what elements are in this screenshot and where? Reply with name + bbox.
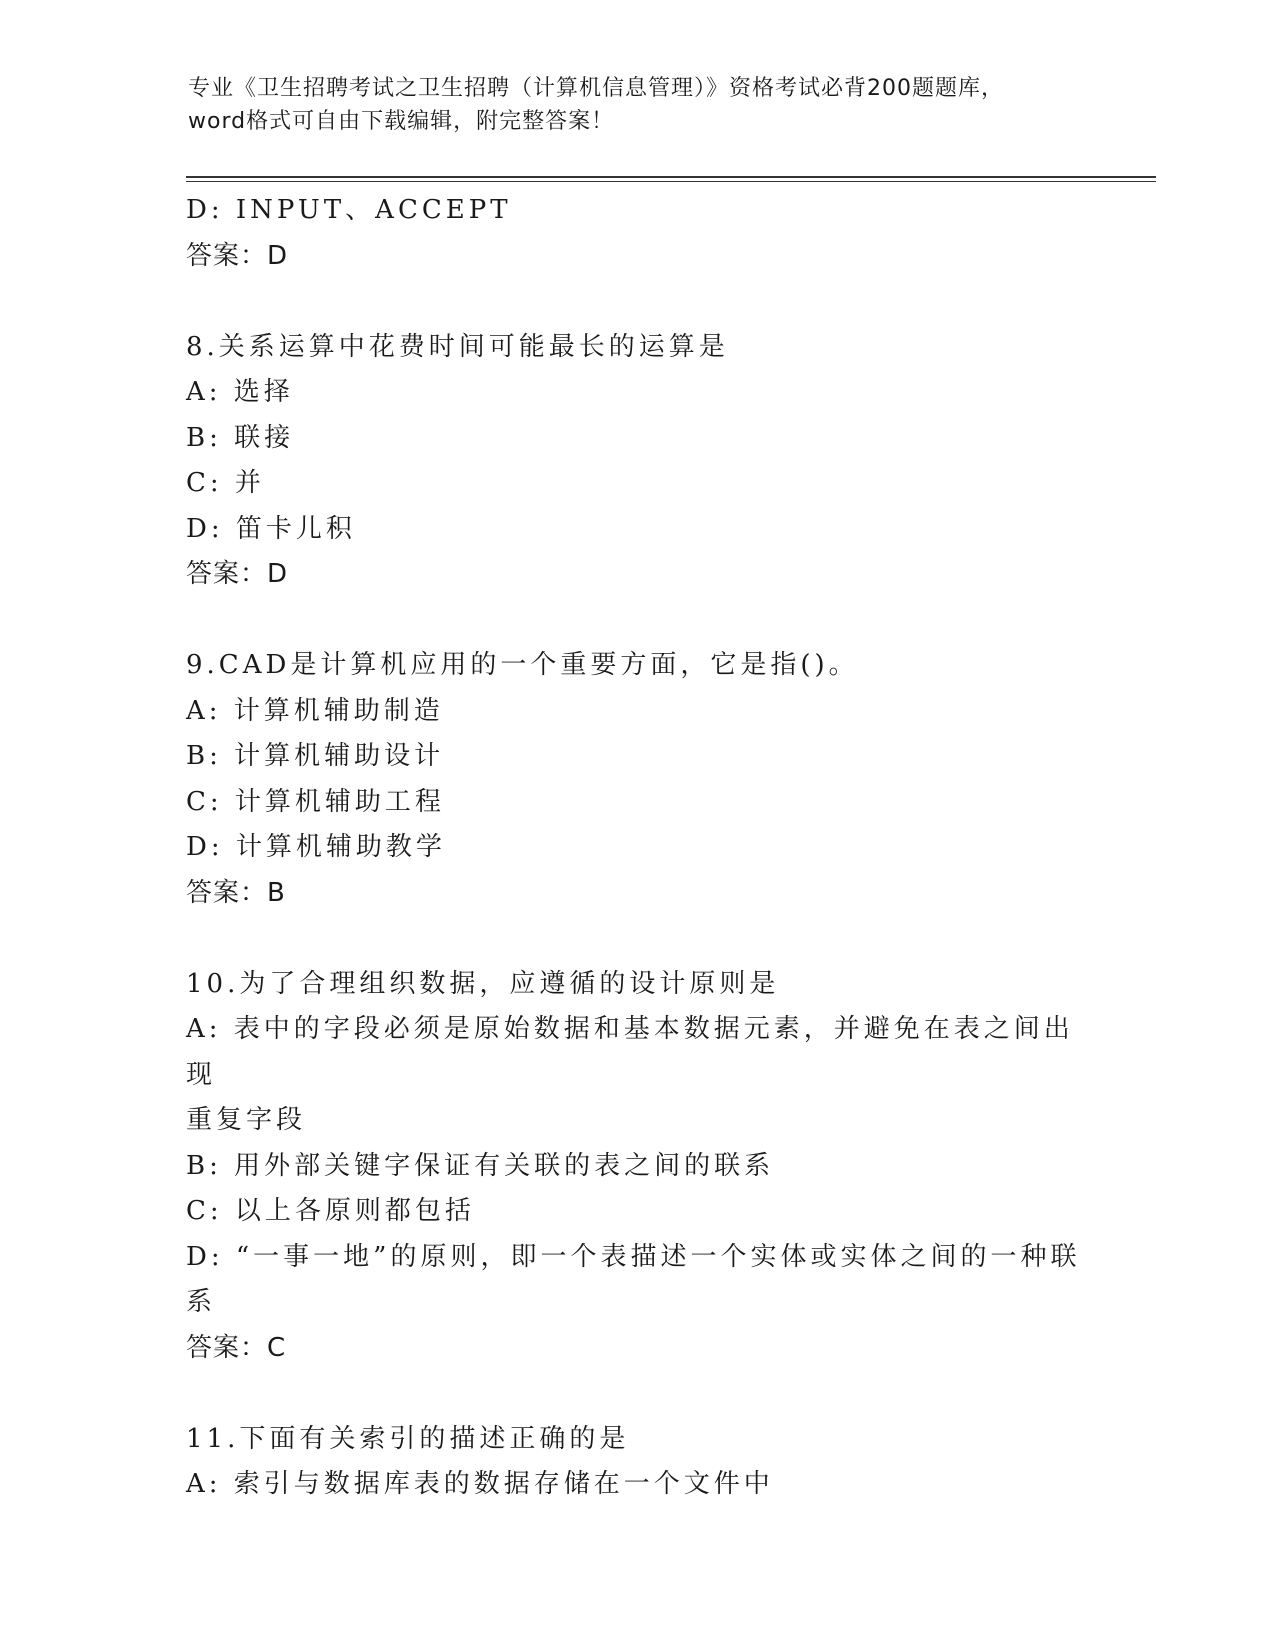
- q10-option-a-line-1: A: 表中的字段必须是原始数据和基本数据元素，并避免在表之间出现: [186, 1014, 1074, 1090]
- question-list: [186, 188, 1086, 1508]
- prev-answer: 答案：D: [186, 240, 289, 271]
- q9-option-b: B: 计算机辅助设计: [186, 741, 445, 771]
- header-rule-thin: [186, 181, 1156, 182]
- q8-option-a: A: 选择: [186, 377, 294, 407]
- q10-question: 10.为了合理组织数据，应遵循的设计原则是: [186, 968, 780, 999]
- q10-option-a-line-2: 重复字段: [186, 1105, 307, 1135]
- spacer: [186, 1371, 1086, 1417]
- spacer: [186, 598, 1086, 644]
- q10-option-d-line-2: 系: [186, 1287, 217, 1317]
- q8-question: 8.关系运算中花费时间可能最长的运算是: [186, 331, 729, 362]
- document-header: [188, 72, 1088, 138]
- header-line-1: 专业《卫生招聘考试之卫生招聘（计算机信息管理）》资格考试必背200题题库，: [188, 76, 1004, 101]
- q9-option-d: D: 计算机辅助教学: [186, 832, 446, 862]
- header-line-2: word格式可自由下载编辑，附完整答案！: [188, 109, 615, 134]
- header-rule-thick: [186, 176, 1156, 178]
- q9-question: 9.CAD是计算机应用的一个重要方面，它是指()。: [186, 650, 859, 680]
- q11-question: 11.下面有关索引的描述正确的是: [186, 1423, 630, 1454]
- q8-option-c: C: 并: [186, 468, 265, 498]
- q10-answer: 答案：C: [186, 1332, 287, 1363]
- q11-option-a: A: 索引与数据库表的数据存储在一个文件中: [186, 1469, 774, 1499]
- q10-option-b: B: 用外部关键字保证有关联的表之间的联系: [186, 1150, 775, 1181]
- q8-answer: 答案：D: [186, 559, 289, 589]
- q9-option-c: C: 计算机辅助工程: [186, 786, 445, 817]
- spacer: [186, 916, 1086, 962]
- q9-answer: 答案：B: [186, 877, 286, 908]
- q10-option-c: C: 以上各原则都包括: [186, 1196, 475, 1226]
- q10-option-d-line-1: D: “一事一地”的原则，即一个表描述一个实体或实体之间的一种联: [186, 1241, 1081, 1272]
- spacer: [186, 279, 1086, 325]
- prev-option-d: D: INPUT、ACCEPT: [186, 195, 512, 225]
- q8-option-b: B: 联接: [186, 422, 295, 453]
- q9-option-a: A: 计算机辅助制造: [186, 695, 444, 726]
- q8-option-d: D: 笛卡儿积: [186, 513, 356, 544]
